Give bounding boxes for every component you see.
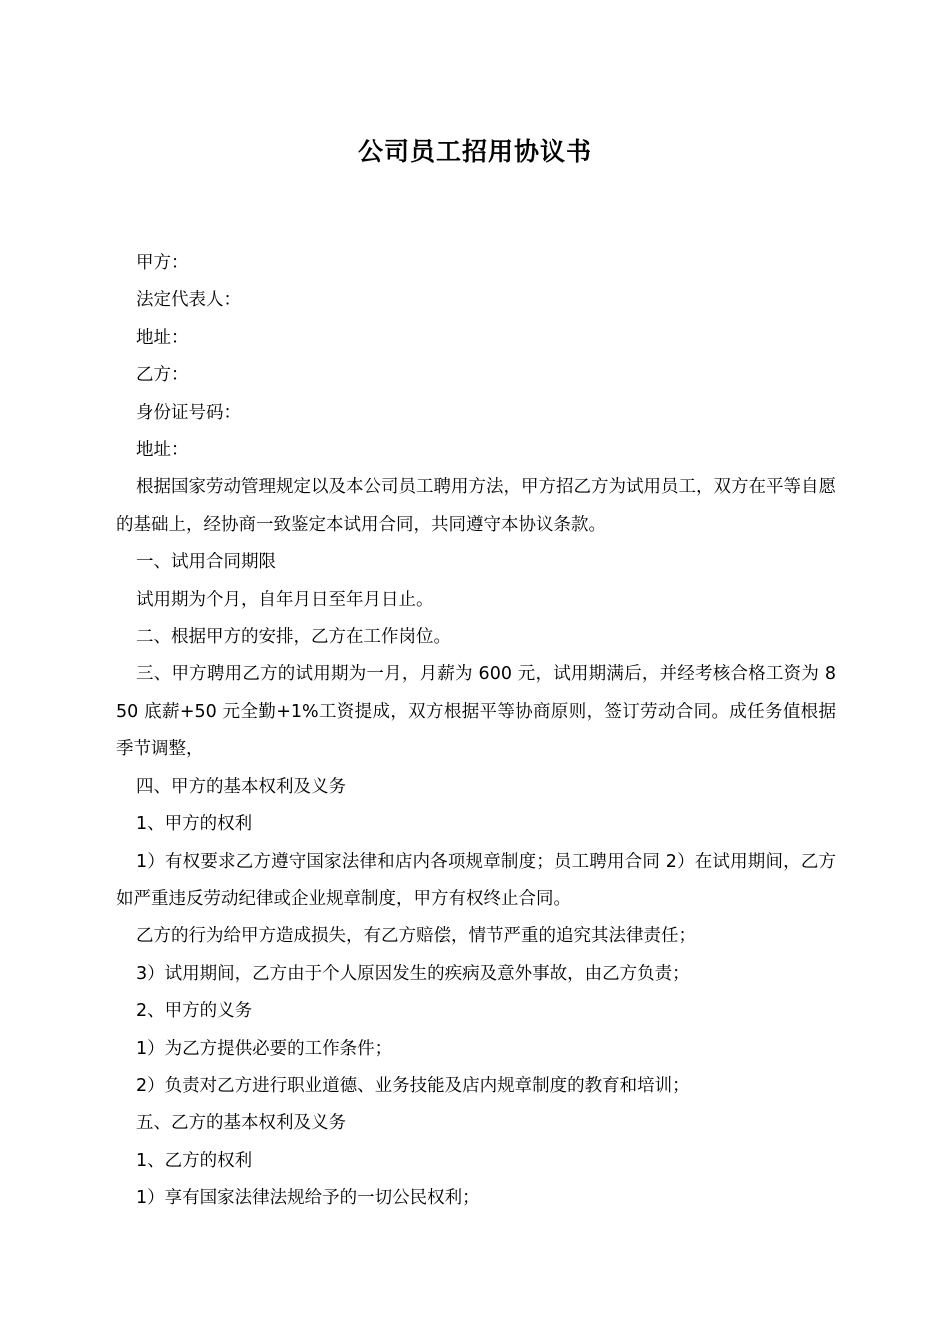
trial-period-paragraph: 试用期为个月，自年月日至年月日止。 (136, 589, 434, 610)
section-heading-1: 一、试用合同期限 (136, 552, 276, 573)
party-a-rights-item-1: 1）有权要求乙方遵守国家法律和店内各项规章制度；员工聘用合同 2）在试用期间，乙方如严重违反劳动纪律或企业规章制度，甲方有权终止合同。 (116, 851, 836, 909)
section-heading-4: 四、甲方的基本权利及义务 (136, 776, 346, 797)
salary-paragraph: 三、甲方聘用乙方的试用期为一月，月薪为 600 元，试用期满后，并经考核合格工资为 850 底薪+50 元全勤+1%工资提成，双方根据平等协商原则，签订劳动合同。成任务值根据季节调整， (116, 664, 836, 760)
legal-representative-line: 法定代表人： (136, 290, 241, 311)
section-heading-2: 二、根据甲方的安排，乙方在工作岗位。 (136, 627, 451, 648)
party-b-line: 乙方： (136, 365, 189, 386)
party-b-address-line: 地址： (136, 440, 189, 461)
document-body (116, 245, 836, 1218)
subheading-party-a-rights: 1、甲方的权利 (136, 814, 253, 835)
party-b-rights-item-1: 1）享有国家法律法规给予的一切公民权利； (136, 1188, 480, 1209)
party-a-duties-item-2: 2）负责对乙方进行职业道德、业务技能及店内规章制度的教育和培训； (136, 1075, 690, 1096)
party-a-duties-item-1: 1）为乙方提供必要的工作条件； (136, 1038, 393, 1059)
section-heading-5: 五、乙方的基本权利及义务 (136, 1113, 346, 1134)
preamble-paragraph: 根据国家劳动管理规定以及本公司员工聘用方法，甲方招乙方为试用员工，双方在平等自愿的基础上，经协商一致鉴定本试用合同，共同遵守本协议条款。 (116, 477, 836, 535)
id-number-line: 身份证号码： (136, 402, 241, 423)
subheading-party-a-duties: 2、甲方的义务 (136, 1001, 253, 1022)
party-a-rights-item-loss: 乙方的行为给甲方造成损失，有乙方赔偿，情节严重的追究其法律责任； (136, 926, 696, 947)
party-a-address-line: 地址： (136, 327, 189, 348)
party-a-line: 甲方： (136, 253, 189, 273)
document-title: 公司员工招用协议书 (357, 137, 592, 166)
subheading-party-b-rights: 1、乙方的权利 (136, 1150, 253, 1171)
party-a-rights-item-3: 3）试用期间，乙方由于个人原因发生的疾病及意外事故，由乙方负责； (136, 963, 690, 984)
